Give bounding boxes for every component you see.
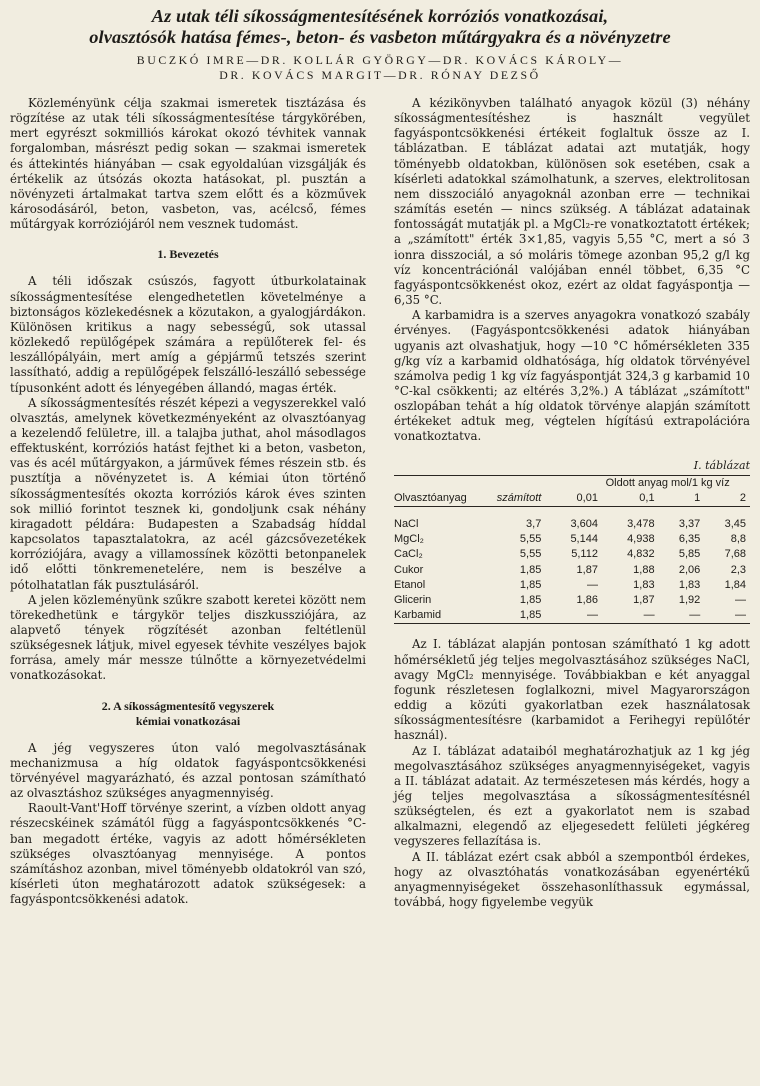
article-title: [10, 6, 750, 48]
table-cell-name: MgCl₂: [394, 533, 424, 546]
section-heading-2-line-1: 2. A síkosságmentesítő vegyszerek: [101, 698, 275, 713]
table-cell-value: 5,144: [570, 533, 598, 546]
left-column: [10, 96, 366, 907]
table-cell-value: 3,478: [627, 518, 655, 530]
table-header-col: 2: [739, 491, 746, 504]
table-cell-value: 1,85: [519, 594, 542, 607]
table-cell-value: 4,832: [627, 548, 655, 561]
table-group-header: Oldott anyag mol/1 kg víz: [605, 476, 730, 489]
section-heading-2: [10, 699, 366, 729]
table-header-calc: számított: [496, 491, 542, 504]
table-cell-name: Glicerin: [394, 594, 432, 607]
paragraph: Raoult-Vant'Hoff törvénye szerint, a vízben oldott anyag részecskéinek számától függ a fagyáspontcsökkenés °C-ban megadott értéke, vagyis az adott hőmérsékleten szükséges olvasztóanyag mennyisége. A pontos számításhoz azonban, mivel töményebb oldatokról van szó, kísérleti úton meghatározott adatok szükségesek: a fagyáspontcsökkenési adatok.: [10, 801, 366, 907]
table-cell-value: 1,83: [633, 578, 655, 591]
table-cell-value: 5,112: [571, 548, 598, 561]
table-cell-value: 5,55: [519, 533, 542, 546]
table-cell-value: —: [735, 609, 746, 622]
table-cell-value: 4,938: [627, 533, 655, 546]
paragraph: A karbamidra is a szerves anyagokra vonatkozó szabály érvényes. (Fagyáspontcsökkenési adatok hiányában ugyanis azt olvashatjuk, hogy —10 °C hőmérsékleten 335 g/kg víz a karbamid oldhatósága, híg oldatok törvényével számolva pedig 1 kg víz fagyáspontját 324,3 g karbamid 10 °C-kal csökkenti; az eltérés 3,2%.) A táblázat „számított" oszlopában tehát a híg oldatok törvénye alapján számított értékeket adtuk meg, végtelen hígítású extrapolációra vonatkoztatva.: [394, 308, 750, 444]
table-cell-value: —: [689, 609, 701, 622]
section-heading-2-line-2: kémiai vonatkozásai: [135, 713, 241, 728]
table-cell-value: 1,87: [633, 594, 655, 607]
table-cell-name: Etanol: [394, 578, 426, 591]
table-row: [394, 563, 750, 578]
table-cell-value: 6,35: [678, 533, 701, 546]
table-row: [394, 578, 750, 593]
table-cell-value: 1,88: [633, 563, 655, 576]
paragraph: A téli időszak csúszós, fagyott útburkolatainak síkosságmentesítése elengedhetetlen követelménye a biztonságos közlekedésnek a közutakon, a gyalogjárdákon. Különösen kritikus a nagy sebességű, sok utassal közlekedő repülőgépek számára a repülőterek fel- és leszállópályáin, mert amíg a gépjármű tetszés szerint lassítható, addig a repülőgépek felszálló-leszálló sebessége típusonként adott és lényegében állandó, magas érték.: [10, 274, 366, 395]
table-cell-value: 1,84: [724, 578, 746, 591]
paragraph: A jég vegyszeres úton való megolvasztásának mechanizmusa a híg oldatok fagyáspontcsökkenési törvényével magyarázható, és azzal pontosan számítható az olvasztáshoz szükséges anyagmennyiség.: [10, 740, 366, 801]
body-columns: [10, 96, 750, 1086]
table-cell-value: 1,87: [576, 563, 598, 576]
intro-paragraph: Közleményünk célja szakmai ismeretek tisztázása és rögzítése az utak téli síkosságmentesítése tárgykörében, mert egyrészt sokmilliós károkat okozó tévhitek vannak forgalomban, másrészt pedig sokan — szakmai ismeretek és áttekintés hiányában — csak egyoldalúan vizsgálják és értékelik az útsózás okozta hatásokat, pl. pusztán a növényzeti ártalmakat tartva szem előtt és a közművek károsodásáról, beton, vasbeton, vas, acélcső, fémes műtárgyak korróziójáról nem vesznek tudomást.: [10, 96, 366, 232]
table-cell-value: 1,92: [678, 594, 701, 607]
table-caption: I. táblázat: [693, 458, 750, 472]
paragraph: A síkosságmentesítés részét képezi a vegyszerekkel való olvasztás, amelynek következményeként az olvasztóanyag a kezelendő felületre, ill. a talajba juthat, ahol másodlagos effektusként, korróziós hatást fejthet ki a beton, vasbeton, vas és acél műtárgyakon, a járművek fémes részein stb. és pusztítja a növényzetet is. A kémiai úton történő síkosságmentesítés okozta korróziós károk éves szinten sok millió forintot tesznek ki, gondoljunk csak néhány kiragadott példára: Budapesten a Szabadság híddal kapcsolatos tapasztalatokra, az acél gázcsővezetékek korróziójára, avagy a villamossínek közötti betonpanelek idő előtti tönkremenetelére, nem is beszélve a pótolhatatlan fák pusztulásáról.: [10, 395, 366, 592]
paragraph: A II. táblázat ezért csak abból a szempontból érdekes, hogy az olvasztóhatás vonatkozásában egyenértékű anyagmennyiségeket összehasonlíthassuk egymással, továbbá, hogy figyelembe vegyük: [394, 849, 750, 910]
table-cell-value: 3,604: [570, 518, 598, 530]
paragraph: Az I. táblázat adataiból meghatározhatjuk az 1 kg jég megolvasztásához szükséges anyagmennyiségeket, vagyis a II. táblázat adatait. Az természetesen más kérdés, hogy a jég teljes megolvasztása a síkosságmentesítésnél szükségtelen, és ezt a gyakorlatot nem is szabad alkalmazni, elegendő az eljegesedett felületi jégkéreg vegyszeres fellazítása is.: [394, 743, 750, 849]
table-header-label: Olvasztóanyag: [394, 491, 467, 504]
table-cell-value: 2,3: [730, 563, 746, 576]
table-header-col: 1: [694, 491, 701, 504]
table-header-col: 0,01: [576, 491, 598, 504]
table-row: [394, 593, 750, 608]
table-cell-value: 7,68: [724, 548, 746, 561]
table-cell-value: 5,55: [519, 548, 542, 561]
table-cell-name: Karbamid: [394, 609, 442, 622]
paragraph: A jelen közleményünk szűkre szabott keretei között nem törekedhetünk e tárgykör teljes diszkussziójára, az alapvető tények rögzítését azonban feltétlenül szükségesnek látjuk, mivel egyesek tévhite veszélyes bajok forrása, amely már messze túlnőtte a környezetvédelmi vonatkozásokat.: [10, 592, 366, 683]
table-cell-value: 1,85: [519, 563, 542, 576]
paragraph: Az I. táblázat alapján pontosan számítható 1 kg adott hőmérsékletű jég teljes megolvasztásához szükséges NaCl, avagy MgCl₂ mennyisége. Továbbiakban e két anyaggal fogunk részletesen foglalkozni, mivel Magyarországon eddig a közúti gyakorlatban ezek használatosak síkosságmentesítésre (karbamidot a Ferihegyi repülőtér használ).: [394, 637, 750, 743]
table-cell-value: 1,86: [576, 594, 598, 607]
table-row: [394, 608, 750, 624]
table-cell-value: 1,85: [519, 609, 542, 622]
table-cell-value: —: [586, 609, 598, 622]
section-heading-1: 1. Bevezetés: [157, 247, 219, 262]
table-cell-value: —: [643, 609, 655, 622]
table-cell-value: 3,45: [724, 518, 746, 530]
table-cell-value: 1,83: [678, 578, 701, 591]
table-cell-value: 3,7: [526, 518, 542, 530]
table-cell-value: 5,85: [678, 548, 701, 561]
table-row: [394, 532, 750, 547]
table-cell-value: —: [735, 594, 746, 607]
table-row: [394, 547, 750, 562]
table-header-col: 0,1: [639, 491, 655, 504]
table-cell-value: 1,85: [519, 578, 542, 591]
freezing-point-table: [394, 475, 750, 625]
table-cell-value: —: [586, 578, 598, 591]
table-cell-name: CaCl₂: [394, 548, 423, 561]
authors-line-2: DR. KOVÁCS MARGIT—DR. RÓNAY DEZSŐ: [219, 68, 541, 82]
table-cell-value: 2,06: [678, 563, 701, 576]
authors-line-1: BUCZKÓ IMRE—DR. KOLLÁR GYÖRGY—DR. KOVÁCS KÁROLY—: [136, 53, 624, 67]
right-column: [394, 96, 750, 910]
table-cell-name: Cukor: [394, 563, 424, 576]
table-row: [394, 517, 750, 532]
table-cell-name: NaCl: [394, 518, 419, 530]
paragraph: A kézikönyvben található anyagok közül (3) néhány síkosságmentesítéshez is használt vegyület fagyáspontcsökkenési értékeit foglaltuk össze az I. táblázatban. E táblázat adatai azt mutatják, hogy töményebb oldatokban, különösen sok esetében, csak a kísérleti adatokkal számolhatunk, a szerves, elektrolitosan nem disszociáló anyagoknál azonban erre — technikai számítás esetén — nincs szükség. A táblázat adatainak fontosságát mutatják pl. a MgCl₂-re vonatkoztatott értékek; a „számított" érték 3×1,85, vagyis 5,55 °C, mert a só 3 ionra disszociál, a só moláris tömege azonban 95,2 g/l kg víz koncentrációnál valójában ennél többet, 6,35 °C fagyáspontcsökkenést okoz, ezért az oldat fagyáspontja —6,35 °C.: [394, 96, 750, 308]
table-cell-value: 3,37: [678, 518, 701, 530]
table-cell-value: 8,8: [730, 533, 746, 546]
title-line-1: Az utak téli síkosságmentesítésének korróziós vonatkozásai,: [151, 6, 609, 26]
title-line-2: olvasztósók hatása fémes-, beton- és vasbeton műtárgyakra és a növényzetre: [89, 27, 671, 47]
authors: [10, 53, 750, 83]
